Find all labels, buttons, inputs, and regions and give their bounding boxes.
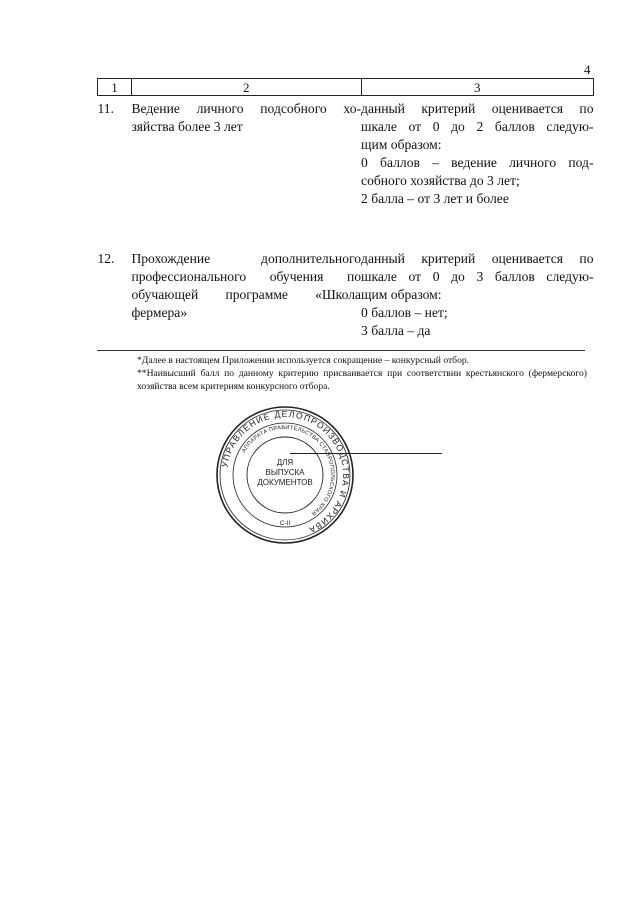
text-line: Ведение личного подсобного хо- xyxy=(131,101,362,116)
footnotes xyxy=(97,354,587,393)
stamp-outer-text: УПРАВЛЕНИЕ ДЕЛОПРОИЗВОДСТВА И АРХИВА xyxy=(219,408,352,536)
row-number: 11. xyxy=(97,101,114,116)
text-line: собного хозяйства до 3 лет; xyxy=(361,173,520,188)
stamp-inner-text: АППАРАТА ПРАВИТЕЛЬСТВА СТАВРОПОЛЬСКОГО КРАЯ xyxy=(241,424,336,517)
criterion-description xyxy=(361,246,593,340)
footnote-1: *Далее в настоящем Приложении используется сокращение – конкурсный отбор. xyxy=(137,355,470,366)
text-line: зяйства более 3 лет xyxy=(131,119,243,134)
footnote-divider xyxy=(97,350,585,351)
criterion-name xyxy=(131,246,361,340)
text-line: фермера» xyxy=(131,305,188,320)
text-line: данный критерий оценивается по xyxy=(361,251,594,266)
column-header-1: 1 xyxy=(98,79,132,96)
stamp-center-line: ДЛЯ xyxy=(276,458,294,467)
text-line: обучающей программе «Школа xyxy=(131,287,362,302)
official-stamp xyxy=(214,404,356,546)
criteria-table xyxy=(97,78,594,340)
text-line: 0 баллов – ведение личного под- xyxy=(361,155,594,170)
text-line: 0 баллов – нет; xyxy=(361,305,448,320)
table-row xyxy=(98,96,594,247)
text-line: шкале от 0 до 3 баллов следую- xyxy=(361,269,594,284)
stamp-center-line: ДОКУМЕНТОВ xyxy=(257,478,313,487)
criterion-name xyxy=(131,96,361,247)
stamp-code: С-II xyxy=(279,520,291,527)
text-line: 3 балла – да xyxy=(361,323,431,338)
table-row xyxy=(98,246,594,340)
text-line: профессионального обучения по xyxy=(131,269,362,284)
criterion-description xyxy=(361,96,593,247)
column-header-3: 3 xyxy=(361,79,593,96)
text-line: щим образом: xyxy=(361,287,442,302)
column-header-2: 2 xyxy=(131,79,361,96)
stamp-center-line: ВЫПУСКА xyxy=(265,468,305,477)
text-line: данный критерий оценивается по xyxy=(361,101,594,116)
text-line: Прохождение дополнительного xyxy=(131,251,362,266)
page-number: 4 xyxy=(584,62,591,77)
text-line: щим образом: xyxy=(361,137,442,152)
row-number: 12. xyxy=(97,251,115,266)
table-header-row xyxy=(98,79,594,96)
text-line: 2 балла – от 3 лет и более xyxy=(361,191,509,206)
footnote-2: **Наивысший балл по данному критерию присваивается при соответствии крестьянского (фермерского) хозяйства всем критериям конкурсного отбора. xyxy=(137,368,587,392)
text-line: шкале от 0 до 2 баллов следую- xyxy=(361,119,594,134)
